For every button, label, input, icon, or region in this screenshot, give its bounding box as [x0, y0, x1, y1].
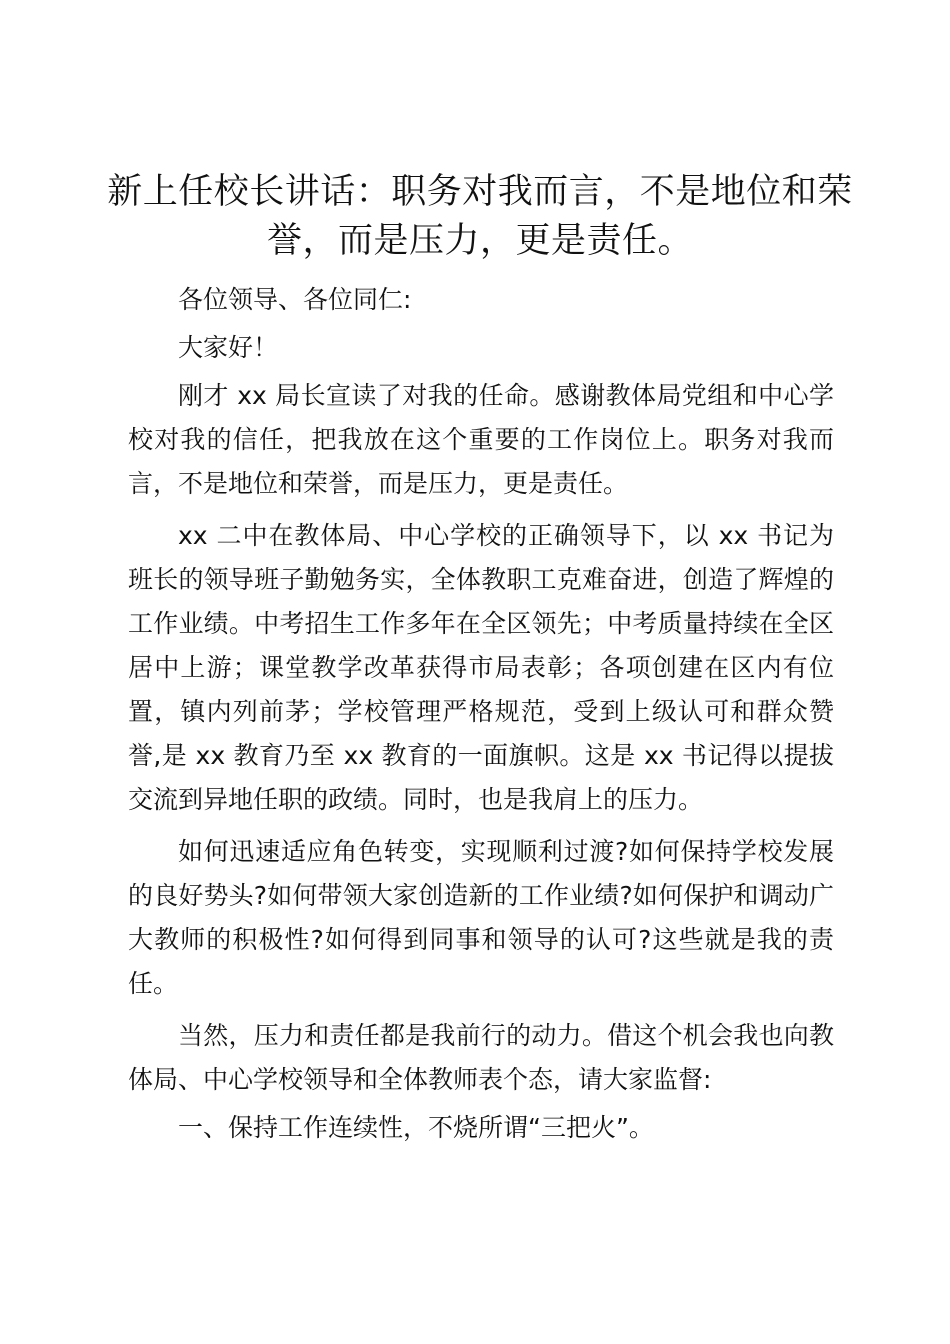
appointment-paragraph: 刚才 xx 局长宣读了对我的任命。感谢教体局党组和中心学校对我的信任，把我放在这个重要的工作岗位上。职务对我而言，不是地位和荣誉，而是压力，更是责任。: [128, 381, 834, 498]
responsibility-questions-paragraph: 如何迅速适应角色转变，实现顺利过渡?如何保持学校发展的良好势头?如何带领大家创造新的工作业绩?如何保护和调动广大教师的积极性?如何得到同事和领导的认可?这些就是我的责任。: [128, 837, 834, 998]
greeting-paragraph: 大家好！: [178, 333, 279, 362]
document-title: 新上任校长讲话：职务对我而言，不是地位和荣誉，而是压力，更是责任。: [107, 172, 853, 261]
school-achievements-paragraph: xx 二中在教体局、中心学校的正确领导下，以 xx 书记为班长的领导班子勤勉务实，全体教职工克难奋进，创造了辉煌的工作业绩。中考招生工作多年在全区领先；中考质量持续在全区居中上游；课堂教学改革获得市局表彰；各项创建在区内有位置，镇内列前茅；学校管理严格规范，受到上级认可和群众赞誉,是 xx 教育乃至 xx 教育的一面旗帜。这是 xx 书记得以提拔交流到异地任职的政绩。同时，也是我肩上的压力。: [128, 521, 834, 814]
document-body: [128, 278, 834, 1150]
salutation-paragraph: 各位领导、各位同仁:: [178, 285, 412, 314]
commitment-intro-paragraph: 当然，压力和责任都是我前行的动力。借这个机会我也向教体局、中心学校领导和全体教师表个态，请大家监督:: [128, 1021, 834, 1094]
commitment-item-1: 一、保持工作连续性，不烧所谓“三把火”。: [178, 1113, 654, 1142]
